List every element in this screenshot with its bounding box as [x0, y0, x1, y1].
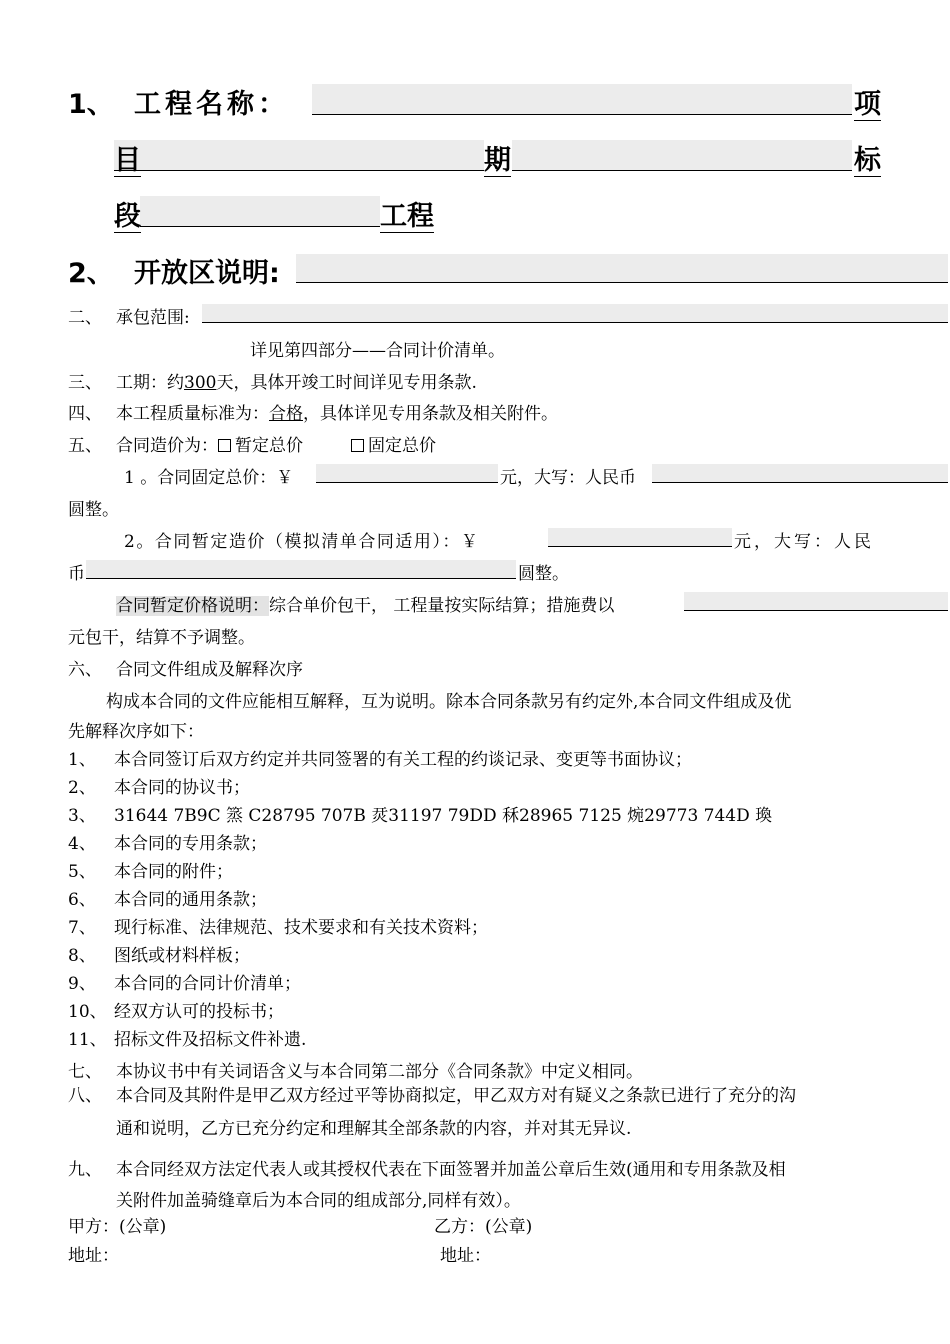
doc-item-num: 2、	[68, 778, 96, 798]
clause8-line2: 通和说明，乙方已充分约定和理解其全部条款的内容，并对其无异议.	[116, 1119, 632, 1139]
docs-intro-1: 构成本合同的文件应能相互解释，互为说明。除本合同条款另有约定外,本合同文件组成及优	[106, 692, 792, 712]
prov-price-mid: 元，大写：人民	[734, 532, 874, 552]
doc-item-text: 现行标准、法律规范、技术要求和有关技术资料；	[114, 918, 488, 938]
provisional-label: 暂定总价	[235, 436, 303, 456]
prov-price-words-blank[interactable]	[86, 560, 516, 583]
docs-intro-2: 先解释次序如下：	[68, 722, 204, 742]
doc-item-text: 图纸或材料样板；	[114, 946, 250, 966]
word-duan: 段	[114, 201, 141, 232]
item1-line1	[68, 82, 114, 121]
fixed-checkbox[interactable]	[351, 439, 364, 452]
party-b-seal: 乙方：(公章)	[434, 1217, 533, 1237]
doc-item-num: 7、	[68, 918, 96, 938]
prov-price-end: 圆整。	[518, 564, 569, 584]
quality-number: 四、	[68, 404, 102, 424]
item2-label: 开放区说明:	[134, 258, 280, 289]
price-number: 五、	[68, 436, 102, 456]
word-qi: 期	[484, 145, 511, 176]
doc-item-num: 10、	[68, 1002, 107, 1022]
doc-item-text: 本合同的协议书；	[114, 778, 250, 798]
doc-item-num: 9、	[68, 974, 96, 994]
price-note-end: 元包干，结算不予调整。	[68, 628, 255, 648]
fixed-price-mid: 元，大写：人民币	[500, 468, 636, 488]
period-text: 工期：约300天，具体开竣工时间详见专用条款.	[116, 373, 477, 393]
clause9-line1: 本合同经双方法定代表人或其授权代表在下面签署并加盖公章后生效(通用和专用条款及相	[116, 1160, 786, 1180]
section-blank[interactable]	[512, 140, 852, 175]
party-a-seal: 甲方：(公章)	[68, 1217, 167, 1237]
doc-item-text: 本合同的专用条款；	[114, 834, 267, 854]
doc-item-text: 本合同的通用条款；	[114, 890, 267, 910]
prov-price-amount-blank[interactable]	[548, 528, 732, 551]
scope-detail: 详见第四部分——合同计价清单。	[250, 341, 505, 361]
fixed-price-words-blank[interactable]	[652, 464, 948, 487]
clause9-number: 九、	[68, 1160, 102, 1180]
segment-blank[interactable]	[140, 196, 380, 231]
doc-item-text: 招标文件及招标文件补遗.	[114, 1030, 307, 1050]
doc-item-num: 1、	[68, 750, 96, 770]
measure-fee-blank[interactable]	[684, 592, 948, 615]
scope-number: 二、	[68, 308, 102, 328]
clause8-number: 八、	[68, 1086, 102, 1106]
period-days: 300	[184, 373, 217, 393]
scope-label: 承包范围:	[116, 308, 190, 328]
word-xiang: 项	[854, 89, 881, 120]
party-a-address: 地址：	[68, 1246, 119, 1266]
doc-item-num: 6、	[68, 890, 96, 910]
fixed-label: 固定总价	[368, 436, 436, 456]
fixed-price-prefix: 1 。合同固定总价：￥	[124, 468, 294, 488]
period-number: 三、	[68, 373, 102, 393]
doc-item-num: 11、	[68, 1030, 107, 1050]
doc-item-num: 8、	[68, 946, 96, 966]
doc-item-text: 本合同的合同计价清单；	[114, 974, 301, 994]
doc-item-text: 本合同签订后双方约定并共同签署的有关工程的约谈记录、变更等书面协议；	[114, 750, 692, 770]
doc-item-num: 3、	[68, 806, 96, 826]
quality-text: 本工程质量标准为：合格，具体详见专用条款及相关附件。	[116, 404, 558, 424]
project-name-blank[interactable]	[312, 84, 852, 119]
doc-item-text: 经双方认可的投标书；	[114, 1002, 284, 1022]
word-biao: 标	[854, 145, 881, 176]
prov-price-bi: 币	[68, 564, 85, 584]
party-b-address: 地址：	[440, 1246, 491, 1266]
word-mu: 目	[114, 145, 141, 176]
provisional-checkbox[interactable]	[218, 439, 231, 452]
price-options: 合同造价为： 暂定总价 固定总价	[116, 436, 436, 456]
doc-item-num: 5、	[68, 862, 96, 882]
clause8-line1: 本合同及其附件是甲乙双方经过平等协商拟定，甲乙双方对有疑义之条款已进行了充分的沟	[116, 1086, 796, 1106]
price-note: 合同暂定价格说明：综合单价包干， 工程量按实际结算；措施费以	[116, 596, 615, 616]
price-note-label: 合同暂定价格说明：	[116, 596, 269, 616]
item1-label: 工程名称：	[134, 89, 289, 120]
item1-number: 1、	[68, 89, 114, 120]
item2-number: 2、	[68, 258, 114, 289]
docs-title: 合同文件组成及解释次序	[116, 660, 303, 680]
open-area-blank[interactable]	[296, 254, 948, 287]
quality-value: 合格	[269, 404, 303, 424]
doc-item-num: 4、	[68, 834, 96, 854]
fixed-price-amount-blank[interactable]	[316, 464, 498, 487]
clause7-number: 七、	[68, 1062, 102, 1082]
doc-item-text: 本合同的附件；	[114, 862, 233, 882]
word-gongcheng: 工程	[380, 201, 434, 232]
clause9-line2: 关附件加盖骑缝章后为本合同的组成部分,同样有效）。	[116, 1191, 521, 1211]
scope-blank[interactable]	[202, 304, 948, 327]
period-blank-1[interactable]	[114, 140, 484, 175]
fixed-price-end: 圆整。	[68, 500, 119, 520]
prov-price-prefix: 2。合同暂定造价（模拟清单合同适用）：￥	[124, 532, 480, 552]
docs-number: 六、	[68, 660, 102, 680]
doc-item-text: 31644 7B9C 篜 C28795 707B 烎31197 79DD 秝28965 7125 焥29773 744D 瑍	[114, 806, 773, 826]
clause7-text: 本协议书中有关词语含义与本合同第二部分《合同条款》中定义相同。	[116, 1062, 643, 1082]
